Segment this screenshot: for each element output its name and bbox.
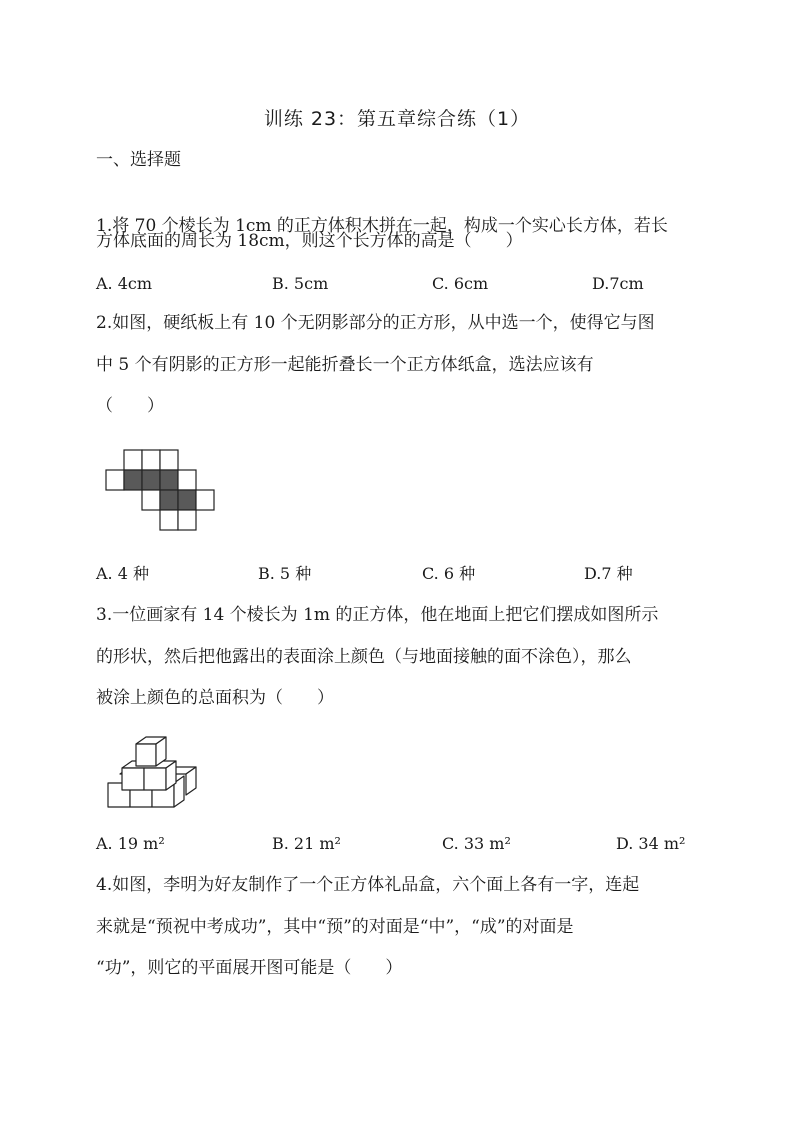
- q4-line-2: 来就是“预祝中考成功”，其中“预”的对面是“中”，“成”的对面是: [96, 917, 574, 937]
- q3-line-1: 3.一位画家有 14 个棱长为 1m 的正方体，他在地面上把它们摆成如图所示: [96, 605, 659, 625]
- q2-option-c: C. 6 种: [422, 564, 476, 583]
- q4-line-1: 4.如图，李明为好友制作了一个正方体礼品盒，六个面上各有一字，连起: [96, 875, 640, 895]
- q1-option-b: B. 5cm: [272, 274, 329, 293]
- q2-option-b: B. 5 种: [258, 564, 312, 583]
- q3-cube-stack-diagram: [100, 728, 210, 813]
- q1-line-1: 1.将 70 个棱长为 1cm 的正方体积木拼在一起，构成一个实心长方体，若长: [96, 216, 668, 236]
- q3-option-d: D. 34 m²: [616, 834, 686, 853]
- q2-option-a: A. 4 种: [96, 564, 149, 583]
- q1-option-d: D.7cm: [592, 274, 644, 293]
- net-shaded-square: [178, 490, 196, 510]
- net-square: [124, 450, 142, 470]
- net-shaded-square: [142, 470, 160, 490]
- q2-net-diagram: [100, 444, 225, 532]
- section-heading: 一、选择题: [96, 150, 181, 170]
- q4-line-3: “功”，则它的平面展开图可能是（ ）: [96, 958, 403, 978]
- q3-option-a: A. 19 m²: [96, 834, 165, 853]
- q1-line-2: 方体底面的周长为 18cm，则这个长方体的高是（ ）: [96, 231, 523, 251]
- q3-option-b: B. 21 m²: [272, 834, 341, 853]
- q2-line-1: 2.如图，硬纸板上有 10 个无阴影部分的正方形，从中选一个，使得它与图: [96, 313, 655, 333]
- q3-cube-stack-figure: [100, 728, 210, 813]
- net-square: [160, 510, 178, 530]
- cube: [136, 744, 156, 766]
- cube: [122, 768, 144, 790]
- q1-option-a: A. 4cm: [96, 274, 153, 293]
- q2-line-3: （ ）: [96, 396, 164, 416]
- net-square: [160, 450, 178, 470]
- page-title: 训练 23：第五章综合练（1）: [263, 108, 531, 130]
- net-square: [178, 510, 196, 530]
- net-square: [142, 450, 160, 470]
- q1-option-c: C. 6cm: [432, 274, 489, 293]
- q3-line-2: 的形状，然后把他露出的表面涂上颜色（与地面接触的面不涂色），那么: [96, 647, 632, 667]
- net-shaded-square: [160, 470, 178, 490]
- q3-option-c: C. 33 m²: [442, 834, 511, 853]
- net-square: [106, 470, 124, 490]
- cube: [144, 768, 166, 790]
- q2-net-figure: [100, 444, 225, 532]
- net-square: [142, 490, 160, 510]
- net-square: [178, 470, 196, 490]
- q3-line-3: 被涂上颜色的总面积为（ ）: [96, 688, 334, 708]
- net-square: [196, 490, 214, 510]
- q2-line-2: 中 5 个有阴影的正方形一起能折叠长一个正方体纸盒，选法应该有: [96, 355, 594, 375]
- net-shaded-square: [160, 490, 178, 510]
- net-shaded-square: [124, 470, 142, 490]
- q2-option-d: D.7 种: [584, 564, 633, 583]
